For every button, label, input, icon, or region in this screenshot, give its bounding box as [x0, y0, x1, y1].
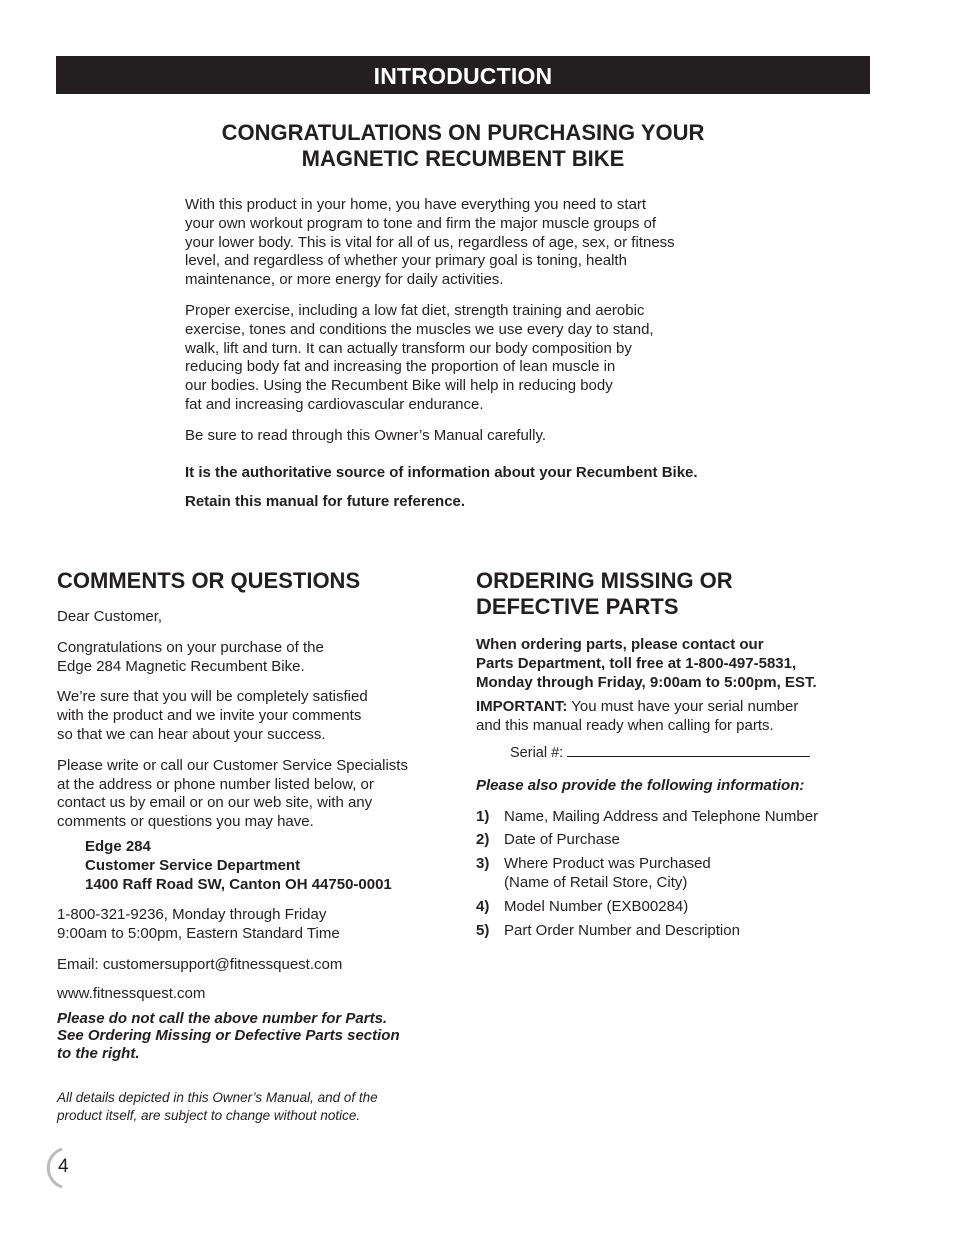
text-line: Parts Department, toll free at 1-800-497-5831,	[476, 654, 797, 672]
text-line: product itself, are subject to change without notice.	[57, 1107, 361, 1123]
email-contact[interactable]: Email: customersupport@fitnessquest.com	[57, 955, 343, 973]
text-line: Edge 284 Magnetic Recumbent Bike.	[57, 657, 305, 675]
list-text: Model Number (EXB00284)	[504, 897, 689, 915]
text-line: 1-800-321-9236, Monday through Friday	[57, 906, 327, 924]
comments-paragraph-1	[57, 639, 457, 677]
intro-paragraph-2	[185, 302, 745, 415]
intro-text	[185, 196, 745, 523]
text-line: maintenance, or more energy for daily activities.	[185, 271, 504, 289]
serial-blank-line	[567, 744, 810, 757]
text-line: your lower body. This is vital for all of us, regardless of age, sex, or fitness	[185, 233, 675, 251]
text-line: reducing body fat and increasing the proportion of lean muscle in	[185, 358, 616, 376]
list-item	[476, 808, 876, 827]
text-line: When ordering parts, please contact our	[476, 636, 764, 653]
text-line: so that we can hear about your success.	[57, 725, 326, 743]
text-line: Please write or call our Customer Service Specialists	[57, 756, 408, 774]
text-line: at the address or phone number listed below, or	[57, 775, 374, 793]
parts-contact	[476, 636, 876, 692]
text-line: Monday through Friday, 9:00am to 5:00pm, EST.	[476, 673, 817, 691]
retain-note: Retain this manual for future reference.	[185, 493, 466, 511]
text-line: DEFECTIVE PARTS	[476, 594, 679, 619]
list-item	[476, 831, 876, 850]
required-info-list	[476, 808, 876, 941]
text-line: Please do not call the above number for Parts.	[57, 1009, 388, 1027]
text-line: 1400 Raff Road SW, Canton OH 44750-0001	[85, 875, 392, 893]
text-line: 9:00am to 5:00pm, Eastern Standard Time	[57, 925, 340, 943]
text-line: Congratulations on your purchase of the	[57, 638, 324, 656]
comments-heading: COMMENTS OR QUESTIONS	[57, 568, 361, 593]
list-number: 1)	[476, 807, 490, 825]
text-line: Edge 284	[85, 837, 151, 855]
text-line: Customer Service Department	[85, 856, 301, 874]
greeting: Dear Customer,	[57, 608, 163, 625]
serial-label: Serial #:	[510, 744, 564, 761]
phone-hours	[57, 906, 457, 944]
comments-section	[57, 568, 457, 1074]
page-title	[150, 120, 776, 172]
list-item	[476, 855, 876, 893]
list-number: 2)	[476, 831, 490, 849]
text-line: level, and regardless of whether your primary goal is toning, health	[185, 252, 627, 270]
text-line: All details depicted in this Owner’s Manual, and of the	[57, 1090, 378, 1105]
text-line: fat and increasing cardiovascular endurance.	[185, 395, 484, 413]
list-number: 4)	[476, 897, 490, 915]
parts-warning	[57, 1010, 457, 1063]
comments-paragraph-3	[57, 757, 457, 832]
text-line: contact us by email or on our web site, with any	[57, 794, 373, 812]
list-text: Date of Purchase	[504, 831, 620, 849]
text-line: comments or questions you may have.	[57, 813, 314, 831]
disclaimer	[57, 1089, 457, 1124]
authoritative-note: It is the authoritative source of information about your Recumbent Bike.	[185, 463, 698, 481]
list-item	[476, 922, 876, 941]
text-line: exercise, tones and conditions the muscles we use every day to stand,	[185, 320, 654, 338]
intro-paragraph-3: Be sure to read through this Owner’s Manual carefully.	[185, 426, 547, 444]
mailing-address	[85, 838, 457, 894]
text-line: to the right.	[57, 1044, 140, 1062]
list-text: Where Product was Purchased	[504, 855, 711, 873]
list-text-sub: (Name of Retail Store, City)	[504, 873, 688, 891]
text-line: with the product and we invite your comments	[57, 707, 362, 725]
page-number: 4	[58, 1156, 69, 1177]
text-line: We’re sure that you will be completely satisfied	[57, 688, 368, 706]
text-line: ORDERING MISSING OR	[476, 568, 733, 593]
section-banner: INTRODUCTION	[56, 56, 870, 94]
list-text: Part Order Number and Description	[504, 921, 740, 939]
text-line: Proper exercise, including a low fat diet, strength training and aerobic	[185, 301, 645, 319]
important-text-2: and this manual ready when calling for parts.	[476, 717, 774, 735]
website-link[interactable]: www.fitnessquest.com	[57, 984, 206, 1002]
page-title-line2: MAGNETIC RECUMBENT BIKE	[301, 146, 625, 171]
page-title-line1: CONGRATULATIONS ON PURCHASING YOUR	[221, 120, 705, 145]
ordering-heading	[476, 568, 876, 620]
list-number: 5)	[476, 921, 490, 939]
important-text: You must have your serial number	[571, 698, 799, 716]
list-text: Name, Mailing Address and Telephone Number	[504, 807, 819, 825]
comments-paragraph-2	[57, 688, 457, 744]
list-item	[476, 898, 876, 917]
important-label: IMPORTANT:	[476, 698, 568, 716]
important-note	[476, 698, 876, 736]
serial-number-field	[510, 744, 876, 763]
text-line: With this product in your home, you have everything you need to start	[185, 196, 647, 213]
ordering-section	[476, 568, 876, 945]
list-number: 3)	[476, 855, 490, 873]
intro-paragraph-1	[185, 196, 745, 290]
info-heading: Please also provide the following information:	[476, 776, 805, 794]
text-line: our bodies. Using the Recumbent Bike will help in reducing body	[185, 377, 613, 395]
text-line: your own workout program to tone and firm the major muscle groups of	[185, 214, 657, 232]
text-line: See Ordering Missing or Defective Parts section	[57, 1027, 400, 1045]
text-line: walk, lift and turn. It can actually transform our body composition by	[185, 339, 632, 357]
